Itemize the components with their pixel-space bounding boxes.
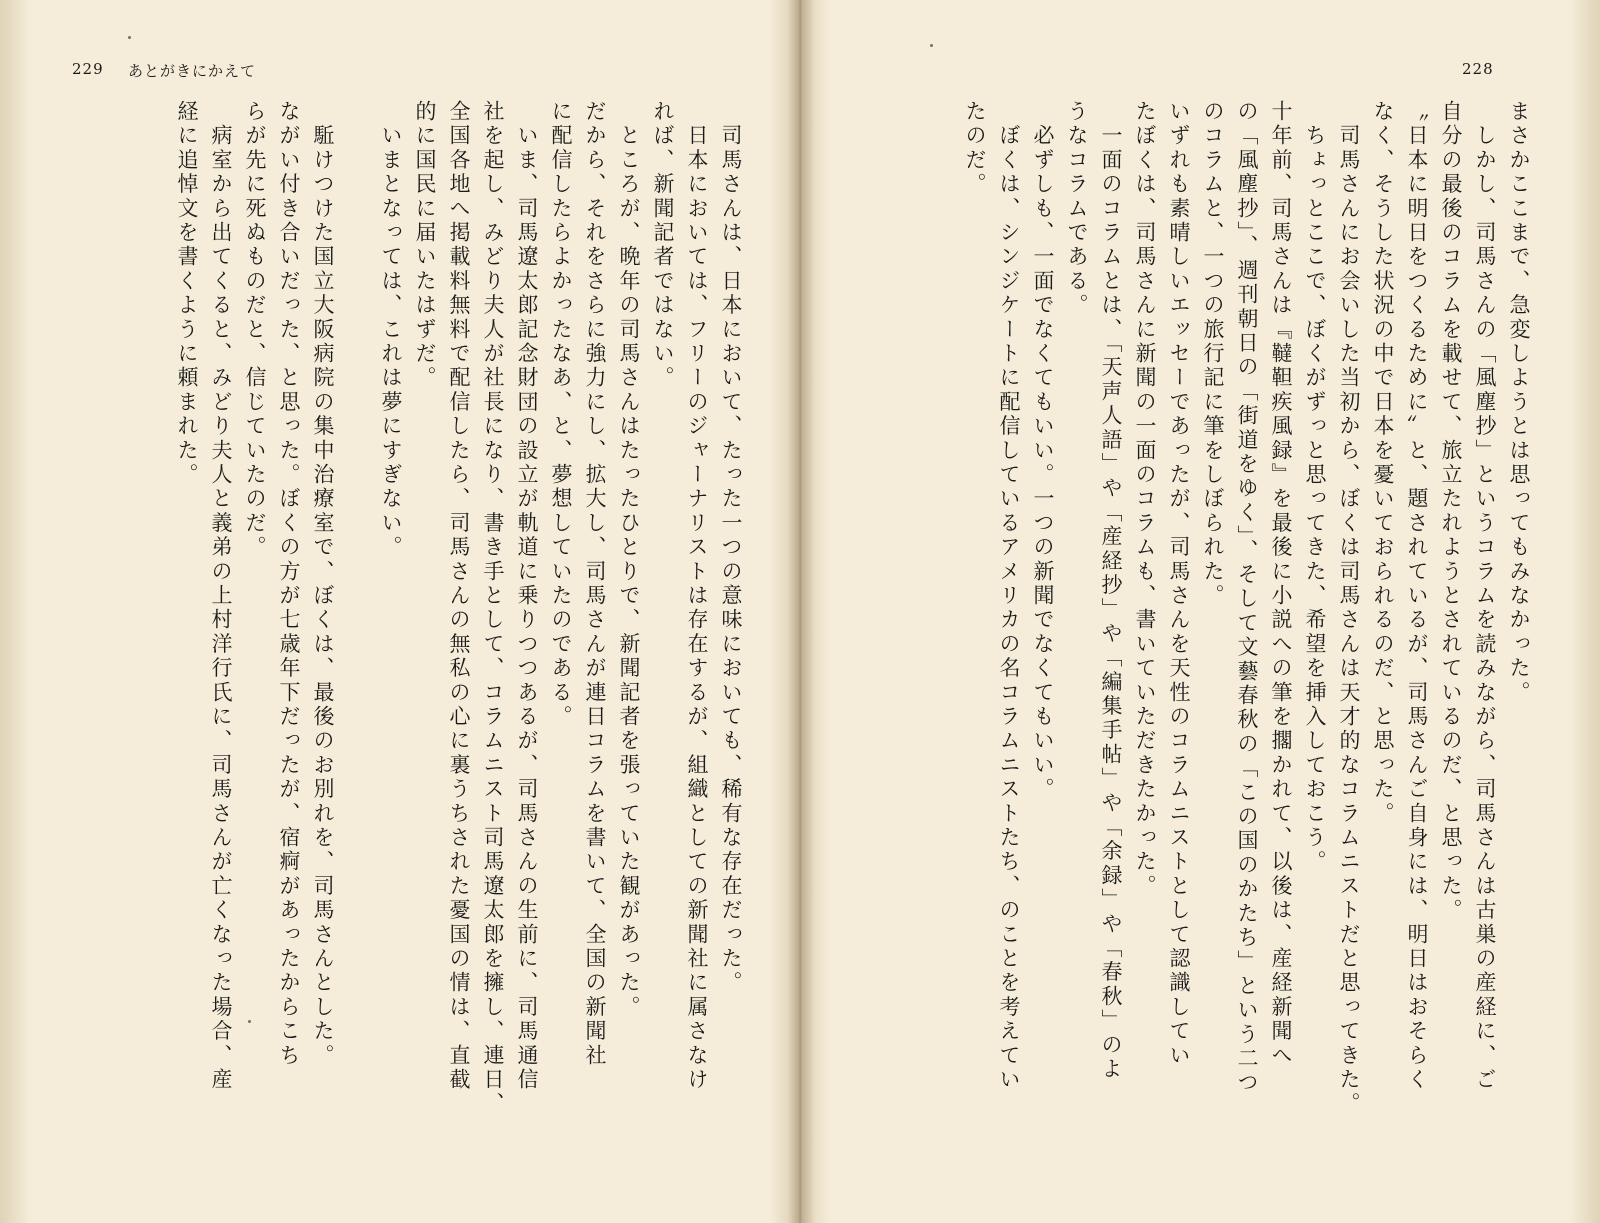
text-line: ちょっとここで、ぼくがずっと思ってきた、希望を挿入しておこう。 (1303, 100, 1327, 875)
right-page-body (856, 100, 1536, 1160)
scan-speck (128, 36, 131, 39)
text-line: いずれも素晴しいエッセーであったが、司馬さんを天性のコラムニストとして認識してい (1167, 100, 1191, 1068)
text-line: だから、それをさらに強力にし、拡大し、司馬さんが連日コラムを書いて、全国の新聞社 (583, 100, 607, 1068)
text-line (340, 100, 374, 1160)
text-line: 自分の最後のコラムを載せて、旅立たれようとされているのだ、と思った。 (1439, 100, 1463, 923)
text-line: 〝日本に明日をつくるために〟と、題されているが、司馬さんご自身には、明日はおそらく (1405, 100, 1429, 1093)
text-line: いまとなっては、これは夢にすぎない。 (379, 100, 403, 560)
text-line: なく、そうした状況の中で日本を憂いておられるのだ、と思った。 (1371, 100, 1395, 826)
text-line: の「風塵抄」、週刊朝日の「街道をゆく」、そして文藝春秋の「この国のかたち」という二つ (1235, 100, 1259, 1096)
text-line: に配信したらよかったなあ、と、夢想していたのである。 (549, 100, 573, 730)
text-line: 必ずしも、一面でなくてもいい。一つの新聞でなくてもいい。 (1031, 100, 1055, 802)
text-line: 的に国民に届いたはずだ。 (413, 100, 437, 391)
text-line: 経に追悼文を書くように頼まれた。 (175, 100, 199, 488)
right-edge-shadow (1570, 0, 1600, 1223)
text-line: 十年前、司馬さんは『韃靼疾風録』を最後に小説への筆を擱かれて、以後は、産経新聞へ (1269, 100, 1293, 1068)
text-line: 一面のコラムとは、「天声人語」や「産経抄」や「編集手帖」や「余録」や「春秋」のよ (1099, 100, 1123, 1082)
left-page-body (58, 100, 748, 1160)
text-line: うなコラムである。 (1065, 100, 1089, 318)
text-line: たぼくは、司馬さんに新聞の一面のコラムも、書いていただきたかった。 (1133, 100, 1157, 899)
scan-speck (930, 44, 933, 47)
text-line: らが先に死ぬものだと、信じていたのだ。 (243, 100, 267, 560)
text-line: たのだ。 (963, 100, 987, 197)
text-line: 日本においては、フリーのジャーナリストは存在するが、組織としての新聞社に属さなけ (685, 100, 709, 1093)
text-line: のコラムと、一つの旅行記に筆をしぼられた。 (1201, 100, 1225, 609)
text-line: れば、新聞記者ではない。 (651, 100, 675, 391)
text-line: まさかここまで、急変しようとは思ってもみなかった。 (1507, 100, 1531, 705)
text-line: 病室から出てくると、みどり夫人と義弟の上村洋行氏に、司馬さんが亡くなった場合、産 (209, 100, 233, 1093)
text-line: 全国各地へ掲載料無料で配信したら、司馬さんの無私の心に裏うちされた憂国の情は、直截 (447, 100, 471, 1093)
text-line: 司馬さんにお会いした当初から、ぼくは司馬さんは天才的なコラムニストだと思ってきた。 (1337, 100, 1361, 1117)
text-line: 社を起し、みどり夫人が社長になり、書き手として、コラムニスト司馬遼太郎を擁し、連日、 (481, 100, 505, 1117)
text-line: ながい付き合いだった、と思った。ぼくの方が七歳年下だったが、宿痾があったからこち (277, 100, 301, 1068)
text-line: いま、司馬遼太郎記念財団の設立が軌道に乗りつつあるが、司馬さんの生前に、司馬通信 (515, 100, 539, 1093)
scan-speck (248, 1020, 251, 1023)
text-line: 司馬さんは、日本において、たった一つの意味においても、稀有な存在だった。 (719, 100, 743, 996)
text-line: しかし、司馬さんの「風塵抄」というコラムを読みながら、司馬さんは古巣の産経に、ご (1473, 100, 1497, 1093)
text-line: ぼくは、シンジケートに配信しているアメリカの名コラムニストたち、のことを考えてい (997, 100, 1021, 1093)
right-page-number: 228 (1462, 60, 1494, 78)
left-edge-shadow (0, 0, 30, 1223)
left-running-head: あとがきにかえて (128, 62, 257, 80)
left-page-number: 229 (72, 60, 104, 78)
book-gutter (770, 0, 830, 1223)
text-line: 駈けつけた国立大阪病院の集中治療室で、ぼくは、最後のお別れを、司馬さんとした。 (311, 100, 335, 1068)
text-line: ところが、晩年の司馬さんはたったひとりで、新聞記者を張っていた観があった。 (617, 100, 641, 1020)
